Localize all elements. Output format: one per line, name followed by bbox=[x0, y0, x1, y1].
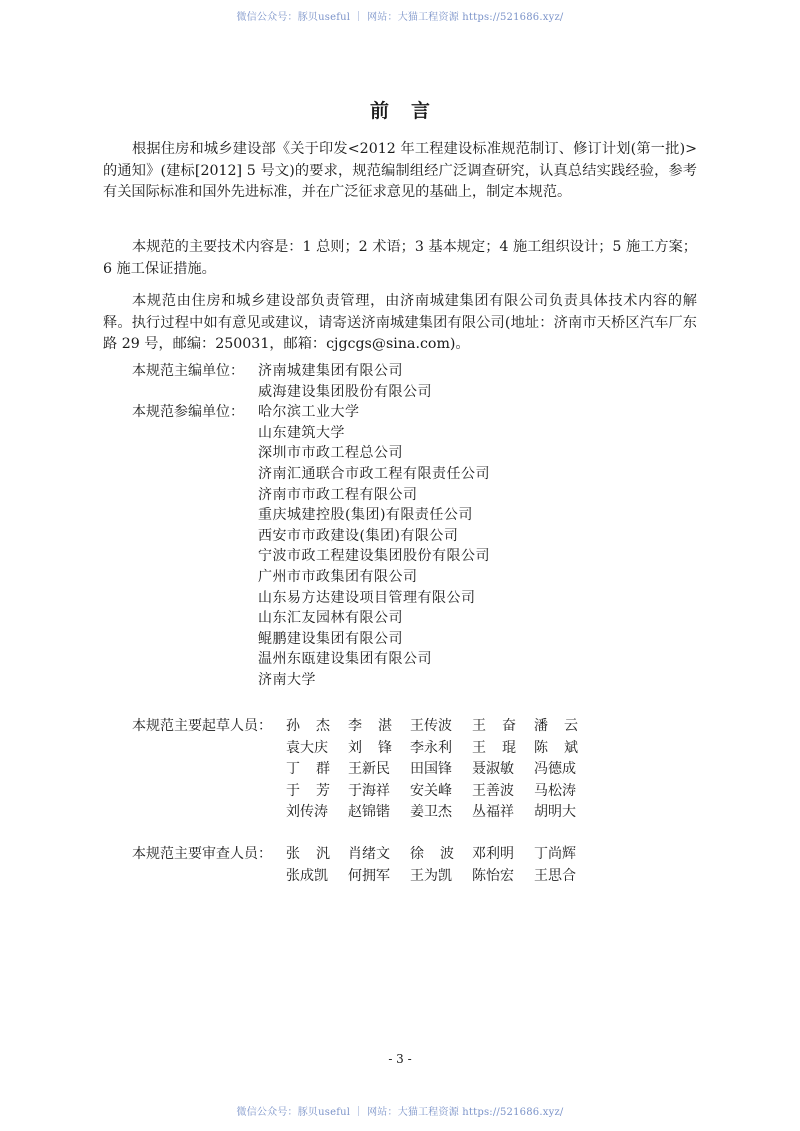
units-section bbox=[132, 361, 490, 691]
person-name: 王思合 bbox=[534, 867, 576, 884]
person-name: 胡明大 bbox=[534, 804, 576, 820]
person-name: 丁尚辉 bbox=[534, 846, 576, 862]
person-name: 肖绪文 bbox=[348, 846, 390, 862]
person-name: 丛福祥 bbox=[472, 804, 514, 820]
person-name: 聂淑敏 bbox=[472, 761, 514, 777]
paragraph-management: 本规范由住房和城乡建设部负责管理，由济南城建集团有限公司负责具体技术内容的解释。执行过程中如有意见或建议，请寄送济南城建集团有限公司(地址：济南市天桥区汽车厂东路 29 号，邮编：250031，邮箱：cjgcgs@sina.com)。 bbox=[103, 293, 697, 352]
person-name: 冯德成 bbox=[534, 761, 576, 777]
participating-unit-item: 济南市市政工程有限公司 bbox=[258, 486, 418, 503]
person-name: 徐 波 bbox=[410, 846, 454, 862]
person-name: 何拥军 bbox=[348, 867, 390, 884]
reviewers-label: 本规范主要审查人员： bbox=[132, 846, 272, 862]
person-name: 刘 锋 bbox=[348, 739, 392, 756]
participating-unit-item: 广州市市政集团有限公司 bbox=[258, 568, 418, 585]
person-name: 赵锦锴 bbox=[348, 804, 390, 820]
person-name: 张 汎 bbox=[286, 846, 330, 862]
participating-units bbox=[132, 402, 490, 690]
person-name: 陈怡宏 bbox=[472, 867, 514, 884]
person-name: 安关峰 bbox=[410, 782, 452, 799]
person-name: 李 湛 bbox=[348, 718, 392, 734]
page-title: 前言 bbox=[369, 100, 452, 122]
chief-units-list bbox=[258, 361, 432, 402]
chief-unit-item: 威海建设集团股份有限公司 bbox=[258, 383, 432, 400]
chief-units bbox=[132, 361, 490, 402]
person-name: 于 芳 bbox=[286, 782, 330, 799]
participating-unit-item: 西安市市政建设(集团)有限公司 bbox=[258, 527, 459, 544]
reviewers-names bbox=[286, 844, 596, 887]
participating-unit-item: 温州东瓯建设集团有限公司 bbox=[258, 651, 432, 668]
person-name: 王传波 bbox=[410, 718, 452, 734]
participating-unit-item: 济南汇通联合市政工程有限责任公司 bbox=[258, 465, 490, 482]
person-name: 王善波 bbox=[472, 782, 514, 799]
participating-units-list bbox=[258, 402, 490, 690]
watermark-bottom: 微信公众号：豚贝useful ｜ 网站：大猫工程资源 https://521686.xyz/ bbox=[236, 1107, 564, 1118]
person-name: 王新民 bbox=[348, 761, 390, 777]
person-name: 潘 云 bbox=[534, 718, 578, 734]
person-name: 马松涛 bbox=[534, 782, 576, 799]
person-name: 张成凯 bbox=[286, 867, 328, 884]
participating-unit-item: 山东易方达建设项目管理有限公司 bbox=[258, 589, 476, 606]
watermark-top: 微信公众号：豚贝useful ｜ 网站：大猫工程资源 https://521686.xyz/ bbox=[236, 12, 564, 23]
person-name: 李永利 bbox=[410, 739, 452, 756]
participating-units-label: 本规范参编单位： bbox=[132, 404, 244, 421]
person-name: 陈 斌 bbox=[534, 739, 578, 756]
participating-unit-item: 重庆城建控股(集团)有限责任公司 bbox=[258, 507, 473, 524]
person-name: 王 奋 bbox=[472, 718, 516, 734]
participating-unit-item: 深圳市市政工程总公司 bbox=[258, 445, 403, 462]
person-name: 于海祥 bbox=[348, 782, 390, 799]
participating-unit-item: 济南大学 bbox=[258, 671, 316, 688]
person-name: 丁 群 bbox=[286, 761, 330, 777]
drafters-section bbox=[132, 716, 596, 824]
participating-unit-item: 山东建筑大学 bbox=[258, 424, 345, 441]
page-number: - 3 - bbox=[388, 1052, 412, 1066]
participating-unit-item: 宁波市政工程建设集团股份有限公司 bbox=[258, 548, 490, 565]
paragraph-basis: 根据住房和城乡建设部《关于印发<2012 年工程建设标准规范制订、修订计划(第一批)>的通知》(建标[2012] 5 号文)的要求，规范编制组经广泛调查研究，认真总结实践经验，参考有关国际标准和国外先进标准，并在广泛征求意见的基础上，制定本规范。 bbox=[103, 141, 697, 200]
drafters-label: 本规范主要起草人员： bbox=[132, 718, 272, 734]
person-name: 孙 杰 bbox=[286, 718, 330, 734]
participating-unit-item: 山东汇友园林有限公司 bbox=[258, 610, 403, 627]
person-name: 王 琨 bbox=[472, 739, 516, 756]
person-name: 刘传涛 bbox=[286, 804, 328, 820]
person-name: 王为凯 bbox=[410, 867, 452, 884]
participating-unit-item: 鲲鹏建设集团有限公司 bbox=[258, 630, 403, 647]
chief-unit-item: 济南城建集团有限公司 bbox=[258, 363, 403, 379]
person-name: 邓利明 bbox=[472, 846, 514, 862]
person-name: 田国锋 bbox=[410, 761, 452, 777]
chief-units-label: 本规范主编单位： bbox=[132, 363, 244, 379]
drafters-names bbox=[286, 716, 596, 824]
person-name: 姜卫杰 bbox=[410, 804, 452, 820]
paragraph-contents: 本规范的主要技术内容是：1 总则；2 术语；3 基本规定；4 施工组织设计；5 施工方案；6 施工保证措施。 bbox=[103, 239, 697, 277]
participating-unit-item: 哈尔滨工业大学 bbox=[258, 404, 360, 421]
person-name: 袁大庆 bbox=[286, 739, 328, 756]
reviewers-section bbox=[132, 844, 596, 887]
